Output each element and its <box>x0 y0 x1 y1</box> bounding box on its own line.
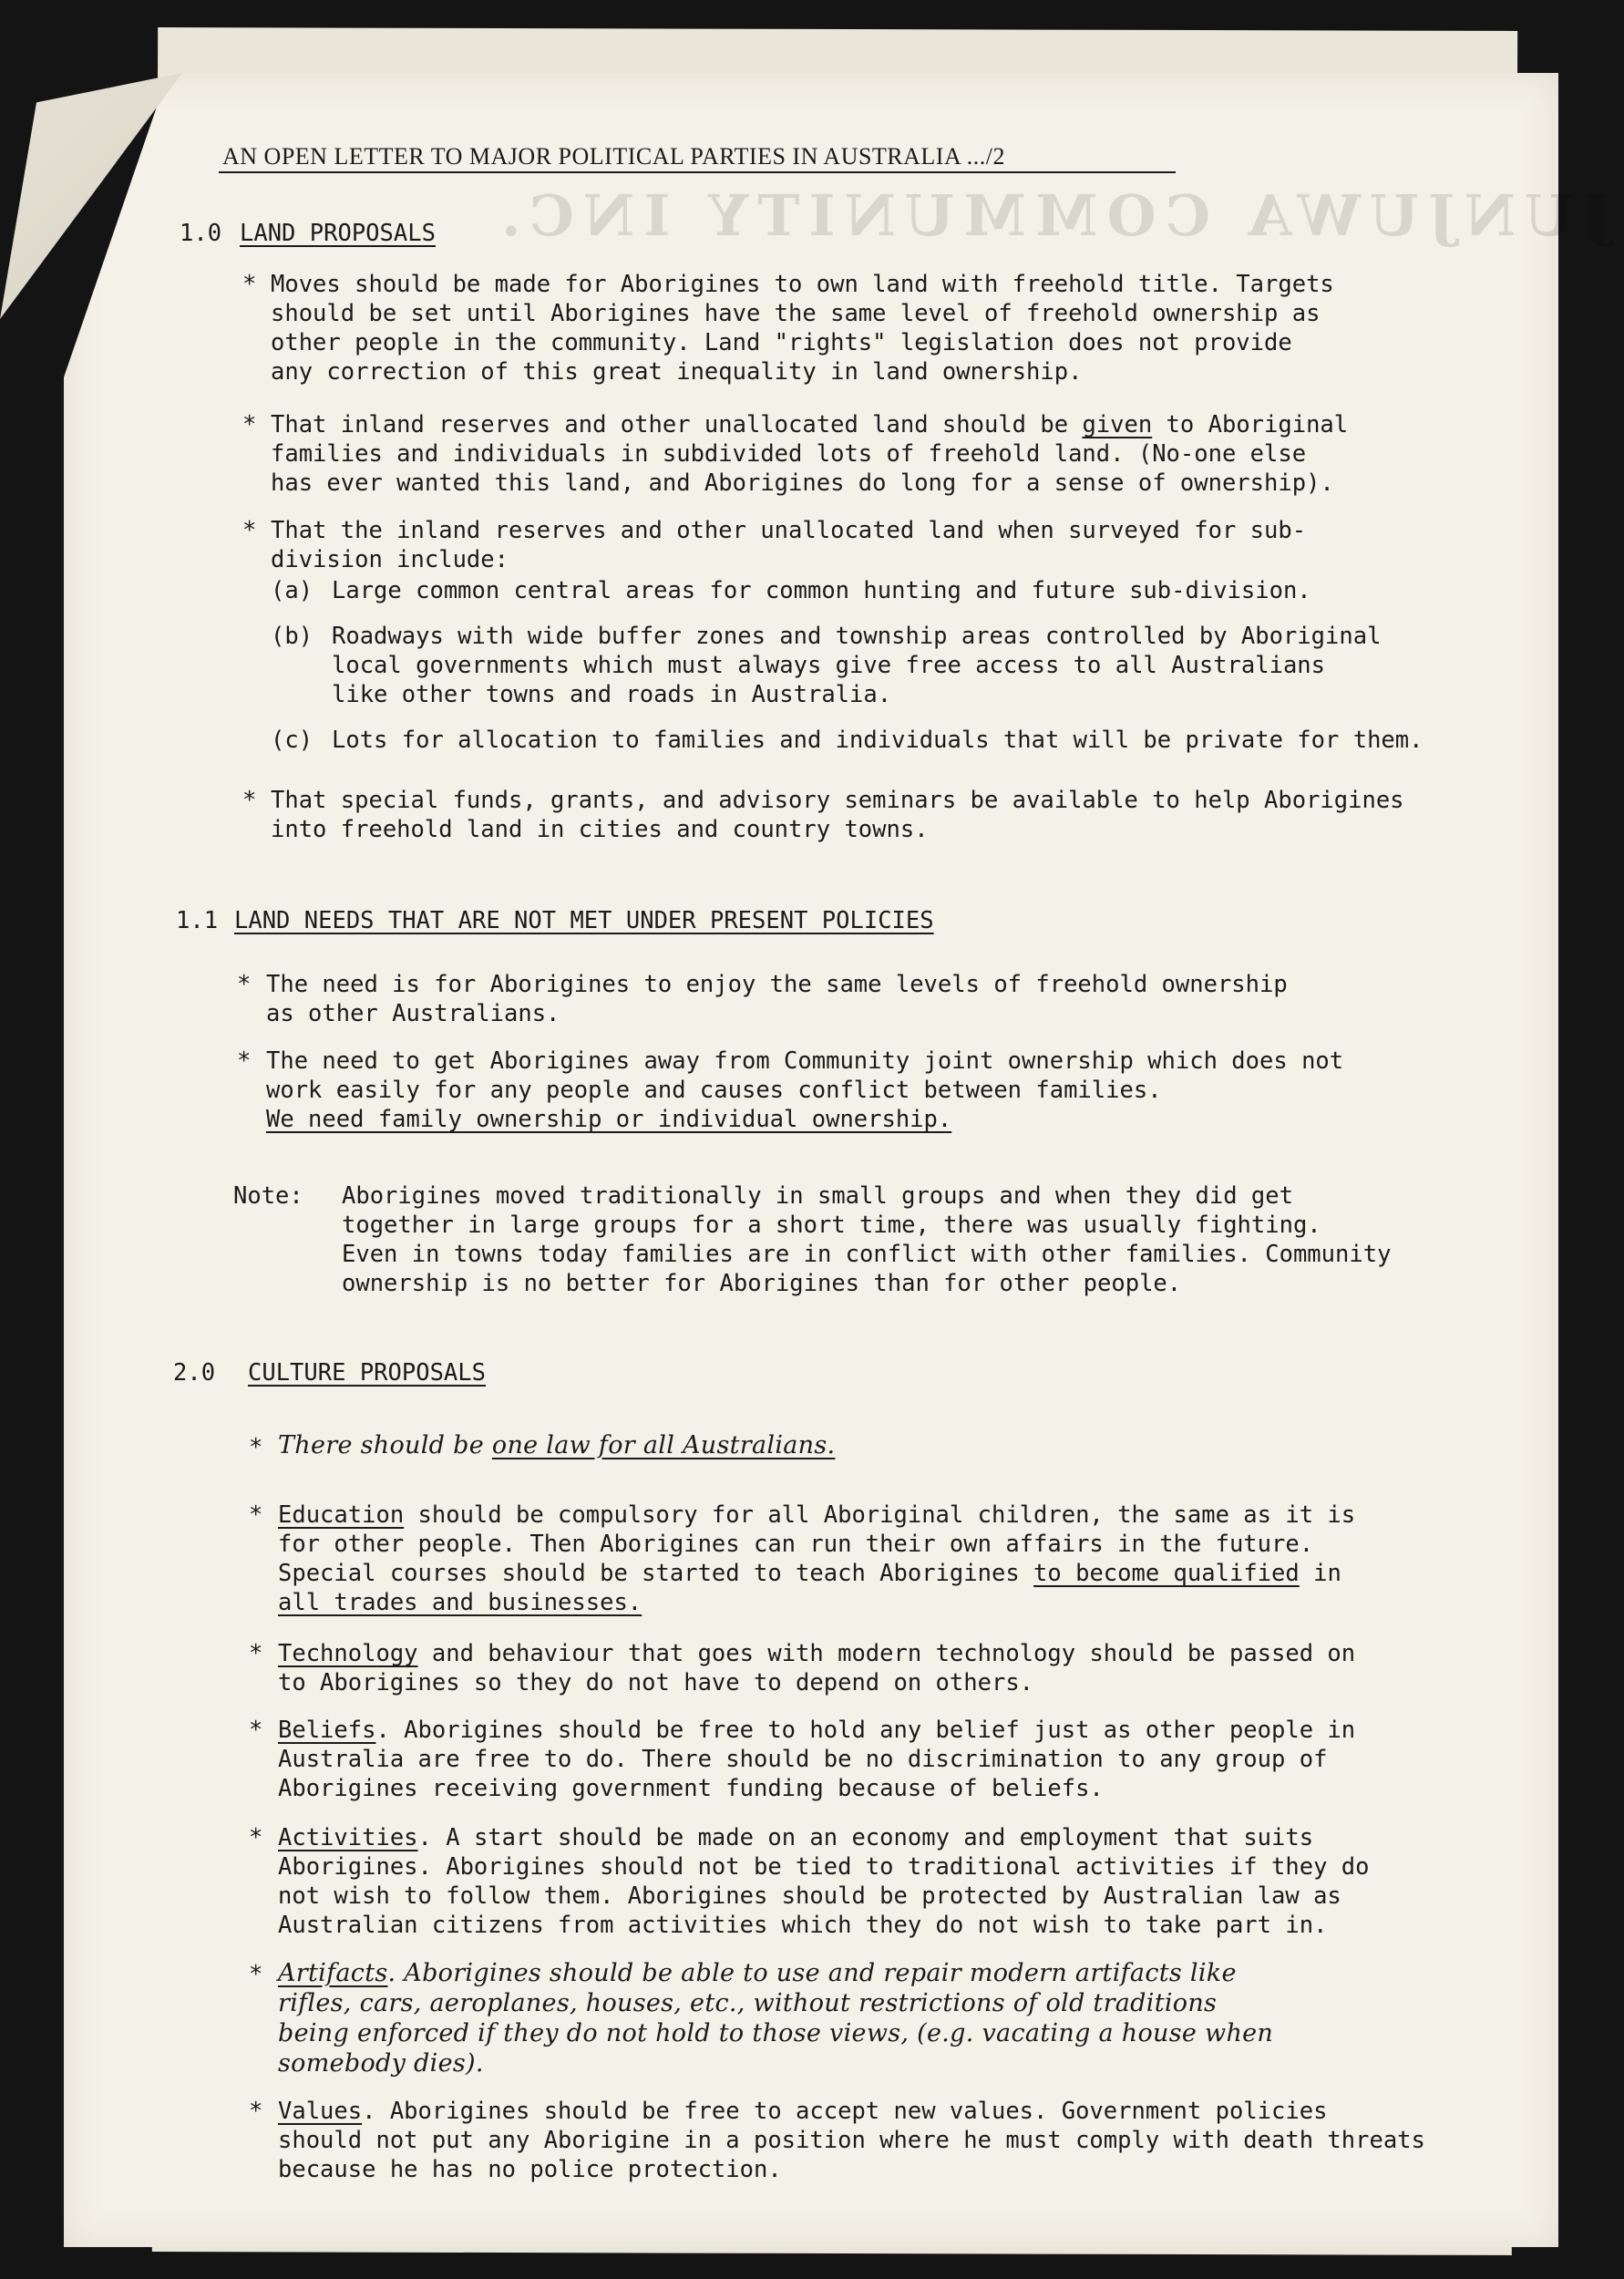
bullet: * <box>242 787 257 814</box>
sub-item-label: (c) <box>271 727 313 754</box>
sub-item-label: (a) <box>271 577 313 604</box>
list-item: Moves should be made for Aborigines to own land with freehold title. Targets should be set until Aborigines have the same level of freehold ownership as other people in the community. Land "rights" legislation does not provide any correction of this great inequality in land ownership. <box>271 271 1334 386</box>
bullet: * <box>249 1501 263 1529</box>
section-number: 1.1 <box>176 907 219 934</box>
sub-item: Roadways with wide buffer zones and township areas controlled by Aboriginal local governments which must always give free access to all Australians like other towns and roads in Australia. <box>332 623 1382 708</box>
header-rule <box>219 171 1176 173</box>
bullet: * <box>249 1961 263 1988</box>
section-number: 2.0 <box>173 1359 216 1387</box>
bullet: * <box>249 1434 263 1461</box>
list-item: Artifacts. Aborigines should be able to use and repair modern artifacts like rifles, cars, aeroplanes, houses, etc., without restrictions of old traditions being enforced if they do not hold to those views, (e.g. vacating a house when somebody dies). <box>278 1959 1274 2078</box>
bullet: * <box>249 1717 263 1744</box>
bleed-through-heading: JUNJUWA COMMUNITY INC. <box>492 182 1610 249</box>
list-item: Values. Aborigines should be free to accept new values. Government policies should not put any Aborigine in a position where he must comply with death threats because he has no police protection. <box>278 2098 1425 2183</box>
list-item: That the inland reserves and other unallocated land when surveyed for sub- division include: <box>271 517 1307 573</box>
note-label: Note: <box>233 1182 303 1210</box>
bullet: * <box>237 971 252 998</box>
list-item: Technology and behaviour that goes with modern technology should be passed on to Aborigines so they do not have to depend on others. <box>278 1640 1356 1696</box>
list-item: Beliefs. Aborigines should be free to hold any belief just as other people in Australia are free to do. There should be no discrimination to any group of Aborigines receiving government funding because of beliefs. <box>278 1717 1356 1802</box>
list-item: That special funds, grants, and advisory seminars be available to help Aborigines into freehold land in cities and country towns. <box>271 787 1404 843</box>
section-title: LAND NEEDS THAT ARE NOT MET UNDER PRESENT POLICIES <box>234 907 934 934</box>
section-title: CULTURE PROPOSALS <box>248 1359 486 1387</box>
list-item: The need to get Aborigines away from Community joint ownership which does not work easily for any people and causes conflict between families. We need family ownership or individual ownership. <box>266 1047 1344 1133</box>
section-title: LAND PROPOSALS <box>240 220 436 247</box>
bullet: * <box>242 411 257 438</box>
bullet: * <box>249 2098 263 2125</box>
page-header: AN OPEN LETTER TO MAJOR POLITICAL PARTIES IN AUSTRALIA .../2 <box>222 143 1006 170</box>
list-item: There should be one law for all Australians. <box>278 1431 836 1459</box>
bullet: * <box>237 1047 252 1075</box>
bullet: * <box>242 517 257 544</box>
bullet: * <box>249 1640 263 1667</box>
section-number: 1.0 <box>180 220 222 247</box>
note-text: Aborigines moved traditionally in small groups and when they did get together in large groups for a short time, there was usually fighting. Even in towns today families are in conflict with other families. Community ownership is no better for Aborigines than for other people. <box>342 1182 1392 1297</box>
sub-item-label: (b) <box>271 623 313 650</box>
list-item: Education should be compulsory for all Aboriginal children, the same as it is for other people. Then Aborigines can run their own affairs in the future. Special courses should be started to teach Aborigines to become qualified in all trades and businesses. <box>278 1501 1356 1616</box>
list-item: The need is for Aborigines to enjoy the same levels of freehold ownership as other Australians. <box>266 971 1288 1027</box>
list-item: That inland reserves and other unallocated land should be given to Aboriginal families and individuals in subdivided lots of freehold land. (No-one else has ever wanted this land, and Aborigines do long for a sense of ownership). <box>271 411 1349 497</box>
bullet: * <box>249 1824 263 1851</box>
bullet: * <box>242 271 257 298</box>
sub-item: Lots for allocation to families and individuals that will be private for them. <box>332 727 1424 754</box>
sub-item: Large common central areas for common hunting and future sub-division. <box>332 577 1311 604</box>
list-item: Activities. A start should be made on an economy and employment that suits Aborigines. Aborigines should not be tied to traditional activities if they do not wish to follow them. Aborigines should be protected by Australian law as Australian citizens from activities which they do not wish to take part in. <box>278 1824 1370 1939</box>
